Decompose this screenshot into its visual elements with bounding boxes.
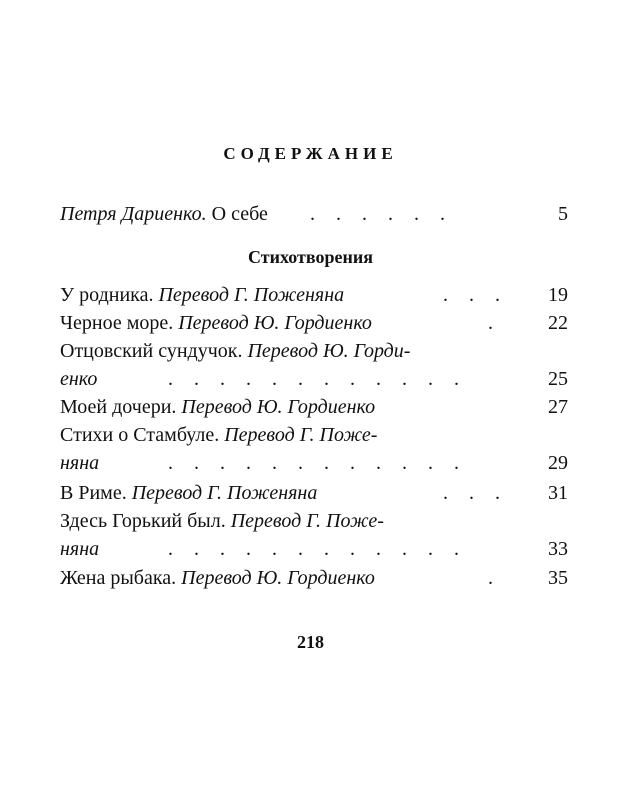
- leader-dots: . . . . . .: [310, 203, 453, 225]
- toc-entry: [60, 565, 568, 591]
- page-ref: 25: [548, 368, 568, 390]
- entry-title: Здесь Горький был.: [60, 510, 226, 532]
- page-ref: 19: [548, 284, 568, 306]
- page-number: 218: [297, 632, 324, 652]
- toc-entry-intro: [60, 201, 568, 227]
- toc-entry: [60, 480, 568, 506]
- contents-heading: СОДЕРЖАНИЕ: [223, 144, 398, 163]
- entry-title: В Риме.: [60, 482, 127, 504]
- entry-translator: Перевод Ю. Гордиенко: [181, 567, 375, 589]
- leader-dots: . . . . . . . . . . . .: [168, 538, 467, 560]
- page-ref: 35: [548, 567, 568, 589]
- toc-entry-continuation: [60, 366, 568, 392]
- entry-translator: Перевод Ю. Горди-: [247, 340, 411, 362]
- entry-title: Моей дочери.: [60, 396, 177, 418]
- leader-dots: .: [488, 567, 501, 589]
- entry-title: Стихи о Стамбуле.: [60, 424, 220, 446]
- author-name: Петря Дариенко.: [60, 203, 207, 225]
- entry-title: Черное море.: [60, 312, 174, 334]
- entry-title: О себе: [211, 203, 268, 225]
- leader-dots: . . . . . . . . . . . .: [168, 368, 467, 390]
- entry-title: У родника.: [60, 284, 154, 306]
- page-ref: 33: [548, 538, 568, 560]
- toc-entry: [60, 508, 568, 534]
- toc-entry: [60, 394, 568, 420]
- entry-translator-cont: няна: [60, 452, 100, 474]
- entry-translator: Перевод Г. Поже-: [224, 424, 378, 446]
- section-heading: Стихотворения: [248, 247, 373, 267]
- entry-translator: Перевод Г. Поженяна: [158, 284, 345, 306]
- page-ref: 5: [558, 203, 568, 225]
- page-ref: 22: [548, 312, 568, 334]
- leader-dots: . . .: [443, 284, 508, 306]
- leader-dots: .: [488, 312, 501, 334]
- entry-translator: Перевод Ю. Гордиенко: [178, 312, 372, 334]
- entry-translator-cont: няна: [60, 538, 100, 560]
- leader-dots: . . . . . . . . . . . .: [168, 452, 467, 474]
- page-ref: 27: [548, 396, 568, 418]
- entry-title: Жена рыбака.: [60, 567, 177, 589]
- toc-entry-continuation: [60, 450, 568, 476]
- leader-dots: . . .: [443, 482, 508, 504]
- entry-title: Отцовский сундучок.: [60, 340, 243, 362]
- entry-translator-cont: енко: [60, 368, 98, 390]
- toc-entry: [60, 282, 568, 308]
- entry-translator: Перевод Ю. Гордиенко: [181, 396, 376, 418]
- page-ref: 31: [548, 482, 568, 504]
- toc-entry: [60, 422, 568, 448]
- toc-entry: [60, 310, 568, 336]
- entry-translator: Перевод Г. Поженяна: [131, 482, 318, 504]
- page-ref: 29: [548, 452, 568, 474]
- toc-entry: [60, 338, 568, 364]
- entry-translator: Перевод Г. Поже-: [230, 510, 384, 532]
- toc-entry-continuation: [60, 536, 568, 562]
